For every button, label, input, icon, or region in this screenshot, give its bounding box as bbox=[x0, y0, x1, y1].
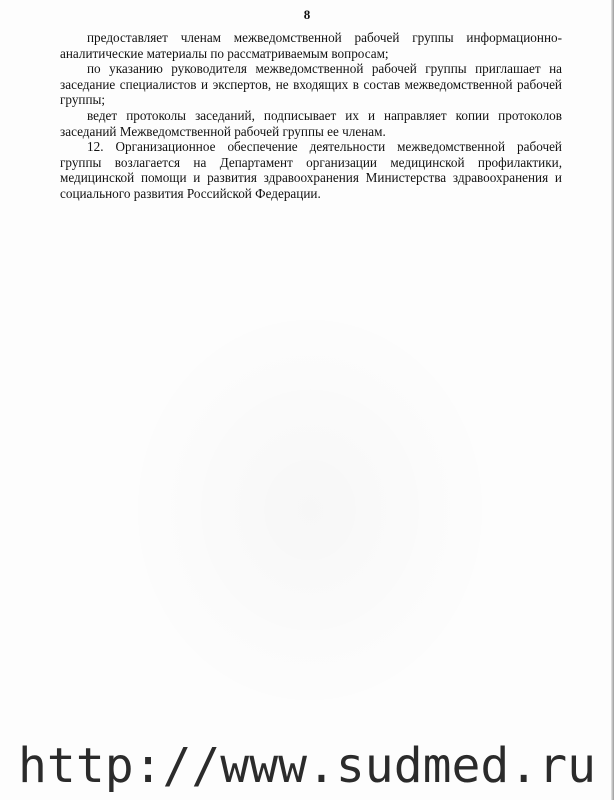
scan-bleed-through bbox=[120, 300, 500, 720]
watermark-url: http://www.sudmed.ru bbox=[18, 738, 596, 794]
paragraph-materials: предоставляет членам межведомственной рабочей группы информационно-аналитические материалы по рассматриваемым вопросам; bbox=[60, 30, 562, 61]
paragraph-invite-experts: по указанию руководителя межведомственной рабочей группы приглашает на заседание специалистов и экспертов, не входящих в состав межведомственной рабочей группы; bbox=[60, 61, 562, 108]
page-number: 8 bbox=[303, 7, 311, 22]
document-body bbox=[60, 30, 562, 202]
paragraph-organizational-support: 12. Организационное обеспечение деятельности межведомственной рабочей группы возлагается на Департамент организации медицинской профилактики, медицинской помощи и развития здравоохранения Министерства здравоохранения и социального развития Российской Федерации. bbox=[60, 139, 562, 201]
paragraph-protocols: ведет протоколы заседаний, подписывает их и направляет копии протоколов заседаний Межведомственной рабочей группы ее членам. bbox=[60, 107, 562, 139]
